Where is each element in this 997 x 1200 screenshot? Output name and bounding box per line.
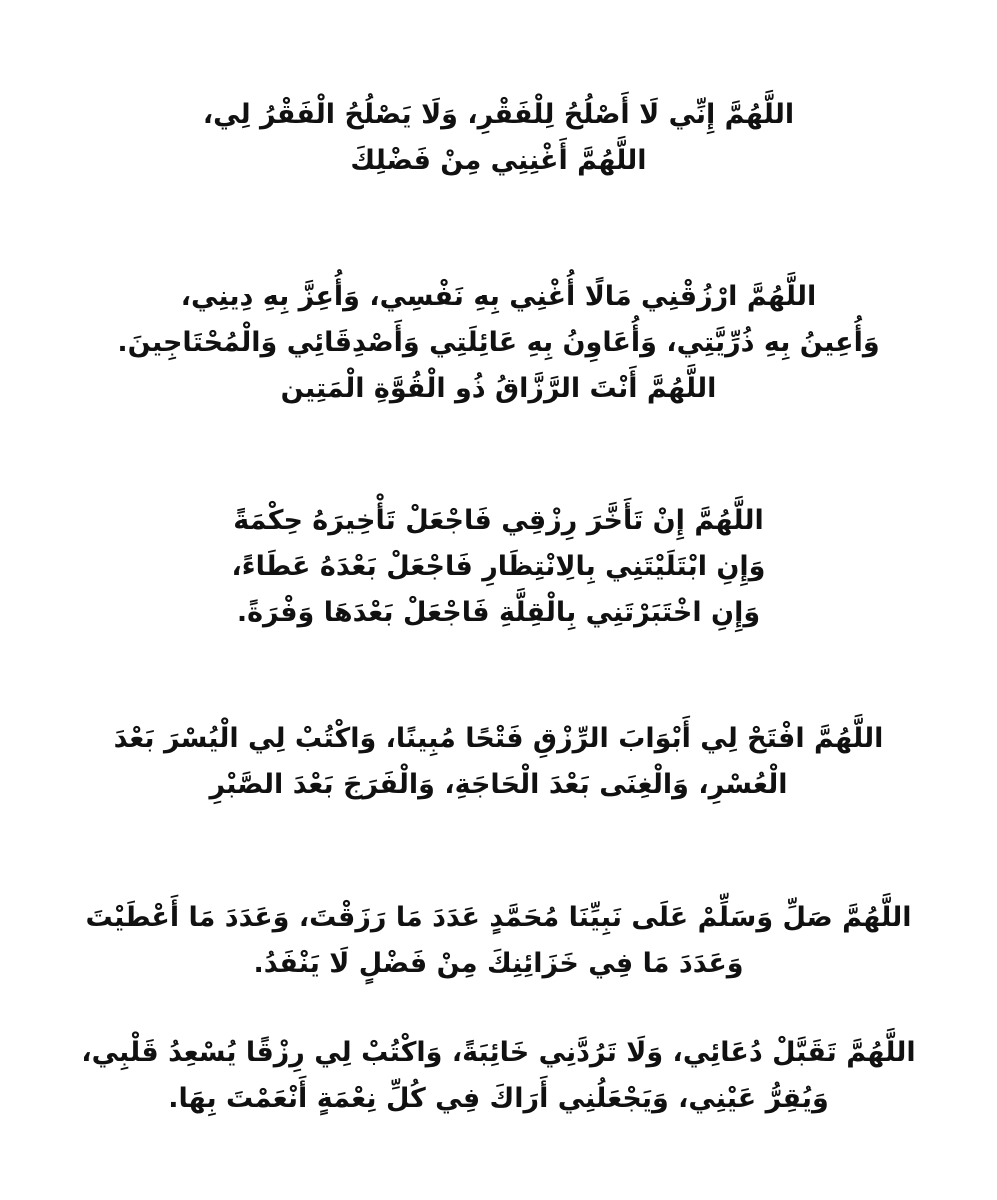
- dua-line: اللَّهُمَّ صَلِّ وَسَلِّمْ عَلَى نَبِيِّنَا مُحَمَّدٍ عَدَدَ مَا رَزَقْتَ، وَعَدَدَ مَا أَعْطَيْتَ: [85, 902, 912, 933]
- dua-line: وَأُعِينُ بِهِ ذُرِّيَّتِي، وَأُعَاوِنُ بِهِ عَائِلَتِي وَأَصْدِقَائِي وَالْمُحْتَاجِينَ.: [117, 327, 880, 358]
- dua-paragraph-1: [30, 92, 967, 184]
- dua-paragraph-4: [30, 716, 967, 808]
- dua-paragraph-5: [30, 895, 967, 987]
- dua-line: الْعُسْرِ، وَالْغِنَى بَعْدَ الْحَاجَةِ، وَالْفَرَجَ بَعْدَ الصَّبْرِ: [209, 769, 788, 800]
- dua-paragraph-6: [30, 1030, 967, 1122]
- dua-line: اللَّهُمَّ أَنْتَ الرَّزَّاقُ ذُو الْقُوَّةِ الْمَتِين: [280, 373, 717, 404]
- dua-line: وَإِنِ اخْتَبَرْتَنِي بِالْقِلَّةِ فَاجْعَلْ بَعْدَهَا وَفْرَةً.: [236, 597, 761, 628]
- dua-line: اللَّهُمَّ افْتَحْ لِي أَبْوَابَ الرِّزْقِ فَتْحًا مُبِينًا، وَاكْتُبْ لِي الْيُسْرَ بَعْدَ: [113, 723, 884, 754]
- dua-line: وَإِنِ ابْتَلَيْتَنِي بِالِانْتِظَارِ فَاجْعَلْ بَعْدَهُ عَطَاءً،: [231, 551, 766, 582]
- dua-line: اللَّهُمَّ أَغْنِنِي مِنْ فَضْلِكَ: [350, 145, 647, 176]
- dua-line: اللَّهُمَّ إِنْ تَأَخَّرَ رِزْقِي فَاجْعَلْ تَأْخِيرَهُ حِكْمَةً: [233, 505, 764, 536]
- dua-line: اللَّهُمَّ تَقَبَّلْ دُعَائِي، وَلَا تَرُدَّنِي خَائِبَةً، وَاكْتُبْ لِي رِزْقًا يُسْعِدُ قَلْبِي،: [81, 1037, 916, 1068]
- dua-paragraph-3: [30, 498, 967, 636]
- dua-line: وَعَدَدَ مَا فِي خَزَائِنِكَ مِنْ فَضْلٍ لَا يَنْفَدُ.: [253, 948, 744, 979]
- dua-line: اللَّهُمَّ إِنِّي لَا أَصْلُحُ لِلْفَقْرِ، وَلَا يَصْلُحُ الْفَقْرُ لِي،: [202, 99, 795, 130]
- dua-paragraph-2: [30, 274, 967, 412]
- dua-line: اللَّهُمَّ ارْزُقْنِي مَالًا أُغْنِي بِهِ نَفْسِي، وَأُعِزَّ بِهِ دِينِي،: [180, 281, 817, 312]
- dua-line: وَيُقِرُّ عَيْنِي، وَيَجْعَلُنِي أَرَاكَ فِي كُلِّ نِعْمَةٍ أَنْعَمْتَ بِهَا.: [168, 1083, 829, 1114]
